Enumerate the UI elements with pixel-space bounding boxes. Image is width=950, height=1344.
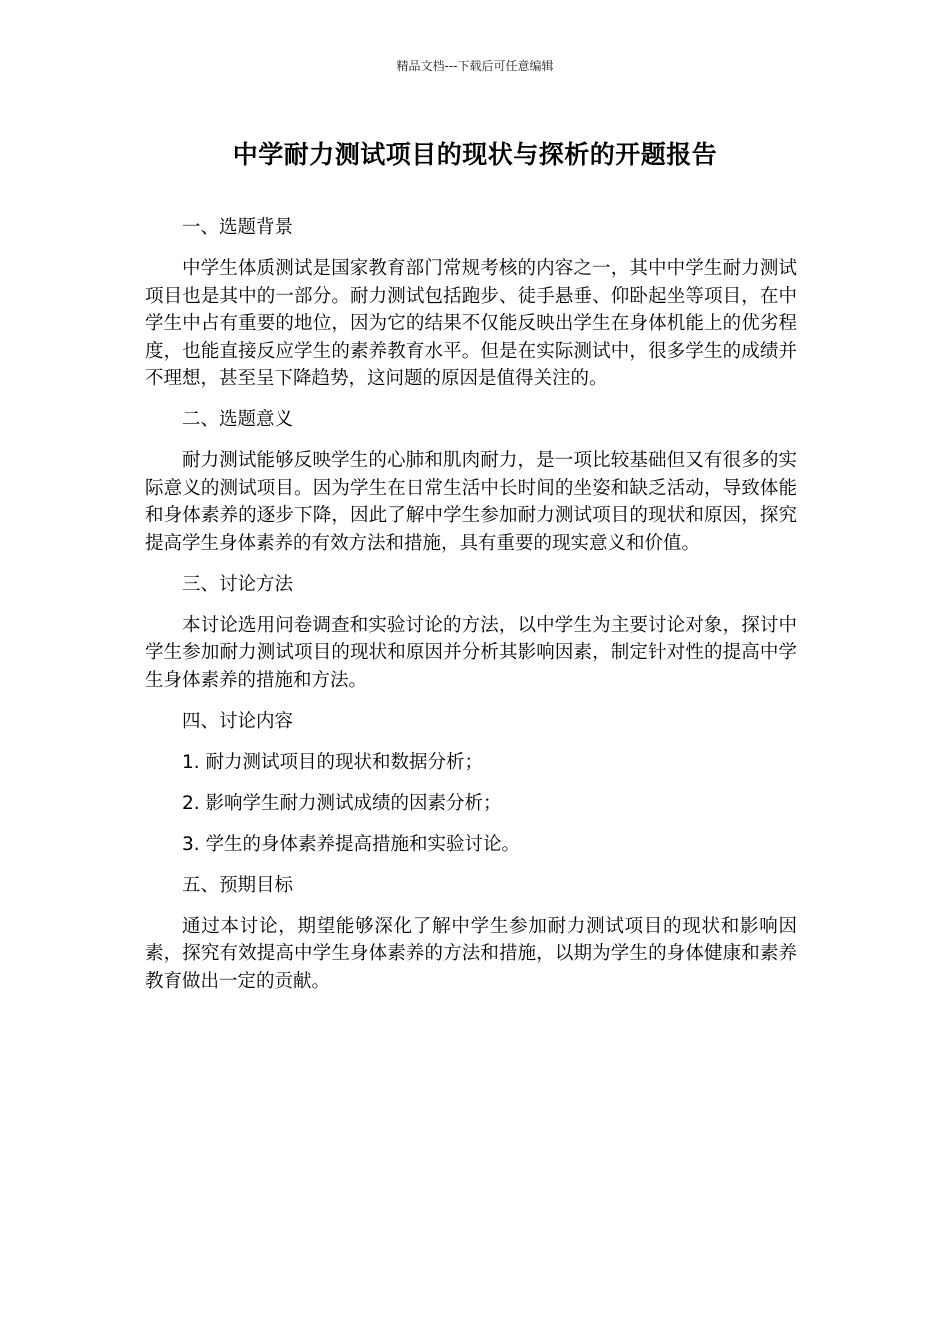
content-list-item: 2. 影响学生耐力测试成绩的因素分析； xyxy=(182,792,502,814)
page-header-note: 精品文档---下载后可任意编辑 xyxy=(396,59,554,73)
section-heading-content: 四、讨论内容 xyxy=(182,710,294,732)
section-body-background: 中学生体质测试是国家教育部门常规考核的内容之一，其中中学生耐力测试项目也是其中的一部分。耐力测试包括跑步、徒手悬垂、仰卧起坐等项目，在中学生中占有重要的地位，因为它的结果不仅能反映出学生在身体机能上的优劣程度，也能直接反应学生的素养教育水平。但是在实际测试中，很多学生的成绩并不理想，甚至呈下降趋势，这问题的原因是值得关注的。 xyxy=(145,258,797,389)
document-body xyxy=(145,214,797,1009)
section-body-goals: 通过本讨论，期望能够深化了解中学生参加耐力测试项目的现状和影响因素，探究有效提高中学生身体素养的方法和措施，以期为学生的身体健康和素养教育做出一定的贡献。 xyxy=(145,915,797,992)
section-heading-significance: 二、选题意义 xyxy=(182,409,294,430)
document-title: 中学耐力测试项目的现状与探析的开题报告 xyxy=(232,140,718,169)
section-body-method: 本讨论选用问卷调查和实验讨论的方法，以中学生为主要讨论对象，探讨中学生参加耐力测试项目的现状和原因并分析其影响因素，制定针对性的提高中学生身体素养的措施和方法。 xyxy=(145,614,797,691)
section-heading-method: 三、讨论方法 xyxy=(182,573,294,595)
section-heading-goals: 五、预期目标 xyxy=(182,874,294,896)
content-list-item: 3. 学生的身体素养提高措施和实验讨论。 xyxy=(182,833,521,855)
section-heading-background: 一、选题背景 xyxy=(182,217,294,238)
content-list-item: 1. 耐力测试项目的现状和数据分析； xyxy=(182,751,484,773)
section-body-significance: 耐力测试能够反映学生的心肺和肌肉耐力，是一项比较基础但又有很多的实际意义的测试项目。因为学生在日常生活中长时间的坐姿和缺乏活动，导致体能和身体素养的逐步下降，因此了解中学生参加耐力测试项目的现状和原因，探究提高学生身体素养的有效方法和措施，具有重要的现实意义和价值。 xyxy=(145,450,797,554)
